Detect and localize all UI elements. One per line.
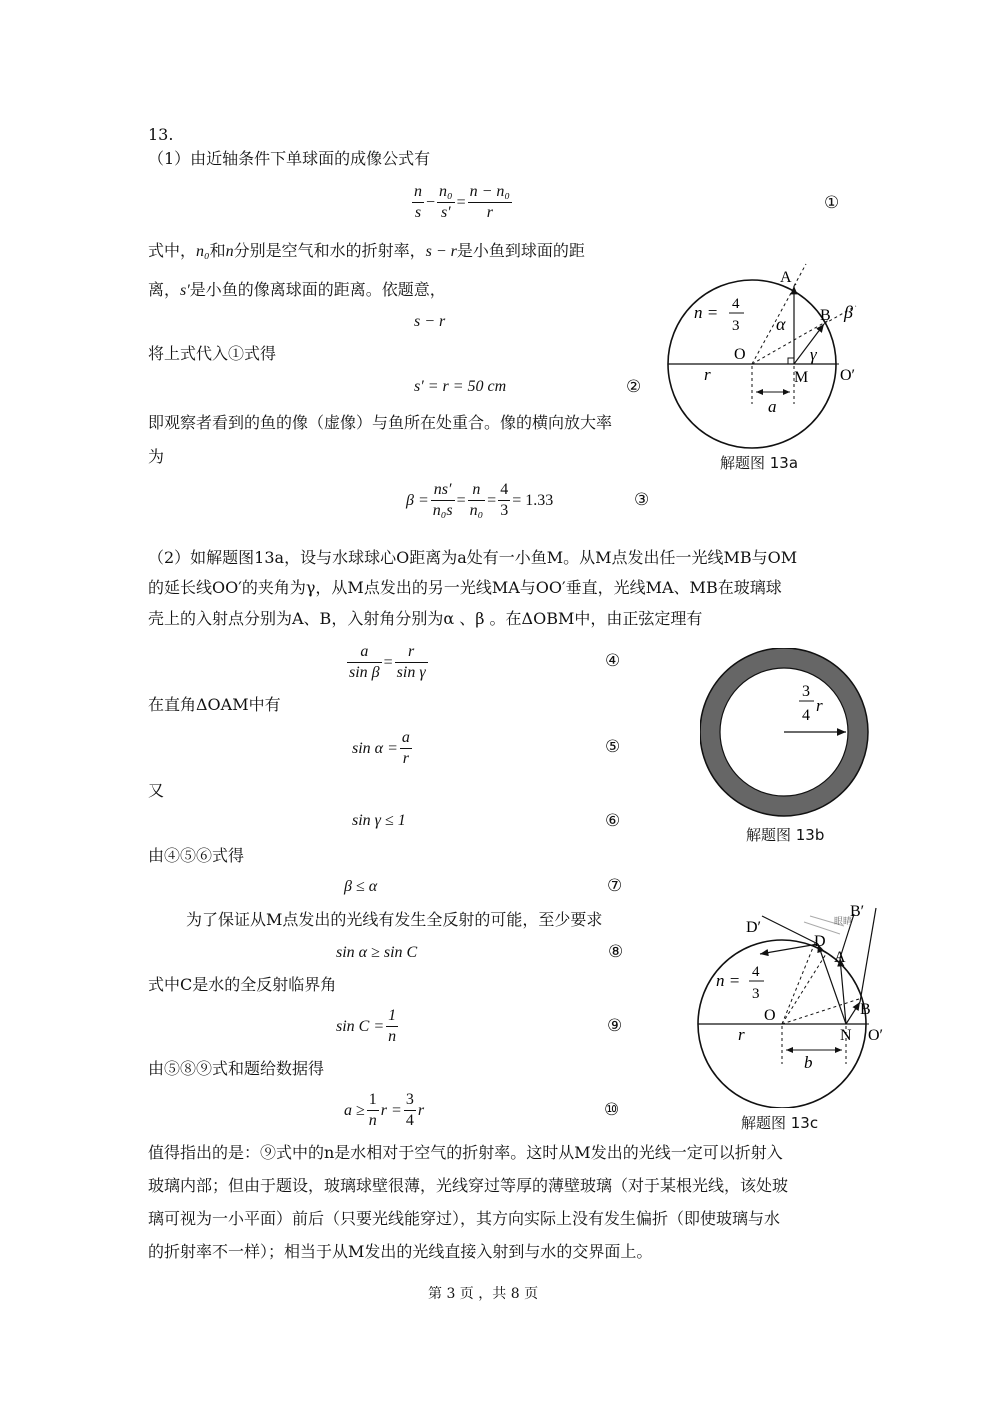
from-456-line: 由④⑤⑥式得 [148,846,245,865]
equation-8: sin α ≥ sin C [336,944,418,961]
substitute-line: 将上式代入①式得 [148,344,277,363]
from-589-line: 由⑤⑧⑨式和题给数据得 [148,1059,325,1078]
fig13a-n-den: 3 [732,318,740,334]
figure-13b [700,648,872,820]
label-r: r [704,365,711,384]
equation-6: sin γ ≤ 1 [352,812,406,829]
fig13b-r-var: r [816,696,823,715]
equation-2: s′ = r = 50 cm [414,378,507,395]
you-line: 又 [148,781,165,800]
coincide-line: 即观察者看到的鱼的像（虚像）与鱼所在处重合。像的横向放大率 [148,413,613,432]
label-N: N [840,1027,852,1044]
critical-angle-line: 式中C是水的全反射临界角 [148,975,337,994]
label-B-prime: B′ [850,903,865,920]
part2-line-1: （2）如解题图13a，设与水球球心O距离为a处有一小鱼M。从M点发出任一光线MB与OM [148,548,798,567]
label-B-c: B [860,1001,871,1018]
label-M: M [794,369,809,386]
label-O-prime: O′ [840,367,856,384]
label-alpha: α [776,314,786,334]
equation-9: sin C = $\frac{1}{n}$ [336,1007,397,1045]
label-A-c: A [834,949,846,966]
caption-13b: 解题图 13b [746,826,825,844]
equation-2-number: ② [626,377,642,397]
equation-1-number: ① [824,193,840,213]
part2-line-3: 壳上的入射点分别为A、B，入射角分别为α 、β 。在ΔOBM中，由正弦定理有 [148,609,703,628]
equation-1: $\frac{n}{s}$ − $\frac{\text{n₀}}{s'}$ = $\frac{\text{n − n₀}}{r}$ [414,183,510,221]
equation-4-number: ④ [605,651,621,671]
equation-9-number: ⑨ [607,1016,623,1036]
equation-7-number: ⑦ [607,876,623,896]
part2-line-2: 的延长线OO′的夹角为γ，从M点发出的另一光线MA与OO′垂直，光线MA、MB在玻璃球 [148,578,782,597]
equation-10: a ≥ $\frac{1}{n}$ r = $\frac{3}{4}$ r [344,1091,425,1129]
description-line-2: 离，s′是小鱼的像离球面的距离。依题意， [148,280,446,299]
part1-intro: （1）由近轴条件下单球面的成像公式有 [148,149,431,168]
equation-3: β = $\frac{ns'}{\text{n₀s}}$ = $\frac{n}{\text{n₀}}$ = $\frac{4}{3}$ = 1.33 [406,481,554,519]
fig13b-r-den: 4 [802,707,810,724]
fig13b-r-num: 3 [802,683,810,700]
problem-number: 13. [148,125,174,144]
equation-5-number: ⑤ [605,737,621,757]
condition: s − r [414,313,446,330]
right-triangle-line: 在直角ΔOAM中有 [148,695,281,714]
label-r-c: r [738,1025,745,1044]
ensure-line: 为了保证从M点发出的光线有发生全反射的可能，至少要求 [186,910,603,929]
fig13a-n-num: 4 [732,296,740,312]
label-beta: β [844,302,853,322]
note-line-4: 的折射率不一样）；相当于从M发出的光线直接入射到与水的交界面上。 [148,1242,653,1261]
equation-10-number: ⑩ [604,1100,620,1120]
caption-13c: 解题图 13c [741,1114,819,1132]
label-O-c: O [764,1007,776,1024]
caption-13a: 解题图 13a [720,454,799,472]
label-b: b [804,1053,813,1072]
equation-6-number: ⑥ [605,811,621,831]
page-footer: 第 3 页 ，共 8 页 [428,1286,539,1302]
description-line-1: 式中，n₀和n分别是空气和水的折射率，s − r是小鱼到球面的距 [148,241,585,260]
eye-label: 眼睛 [834,916,853,926]
label-O: O [734,346,746,363]
wei-line: 为 [148,447,165,466]
fig13c-n-label: n = [716,971,741,990]
figure-13a [664,262,874,472]
label-O-prime-c: O′ [868,1027,884,1044]
label-D: D [814,933,826,950]
label-gamma: γ [810,345,817,364]
fig13c-n-den: 3 [752,986,760,1002]
equation-3-number: ③ [634,490,650,510]
label-B: B [820,307,831,324]
ray-mb [794,324,824,364]
note-line-3: 璃可视为一小平面）前后（只要光线能穿过），其方向实际上没有发生偏折（即使玻璃与水 [148,1209,781,1228]
note-line-1: 值得指出的是：⑨式中的n是水相对于空气的折射率。这时从M发出的光线一定可以折射入 [148,1143,783,1162]
equation-8-number: ⑧ [608,942,624,962]
note-line-2: 玻璃内部；但由于题设，玻璃球壁很薄，光线穿过等厚的薄壁玻璃（对于某根光线，该处玻 [148,1176,789,1195]
fig13a-n-label: n = [694,303,719,322]
label-A: A [780,269,792,286]
equation-4: $\frac{a}{\text{sin β}}$ = $\frac{r}{\text{sin γ}}$ [349,643,426,681]
equation-5: sin α = $\frac{a}{r}$ [352,729,410,767]
equation-7: β ≤ α [344,878,378,895]
figure-13c [694,894,894,1108]
label-a: a [768,397,777,416]
fig13c-n-num: 4 [752,964,760,980]
label-D-prime: D′ [746,919,762,936]
